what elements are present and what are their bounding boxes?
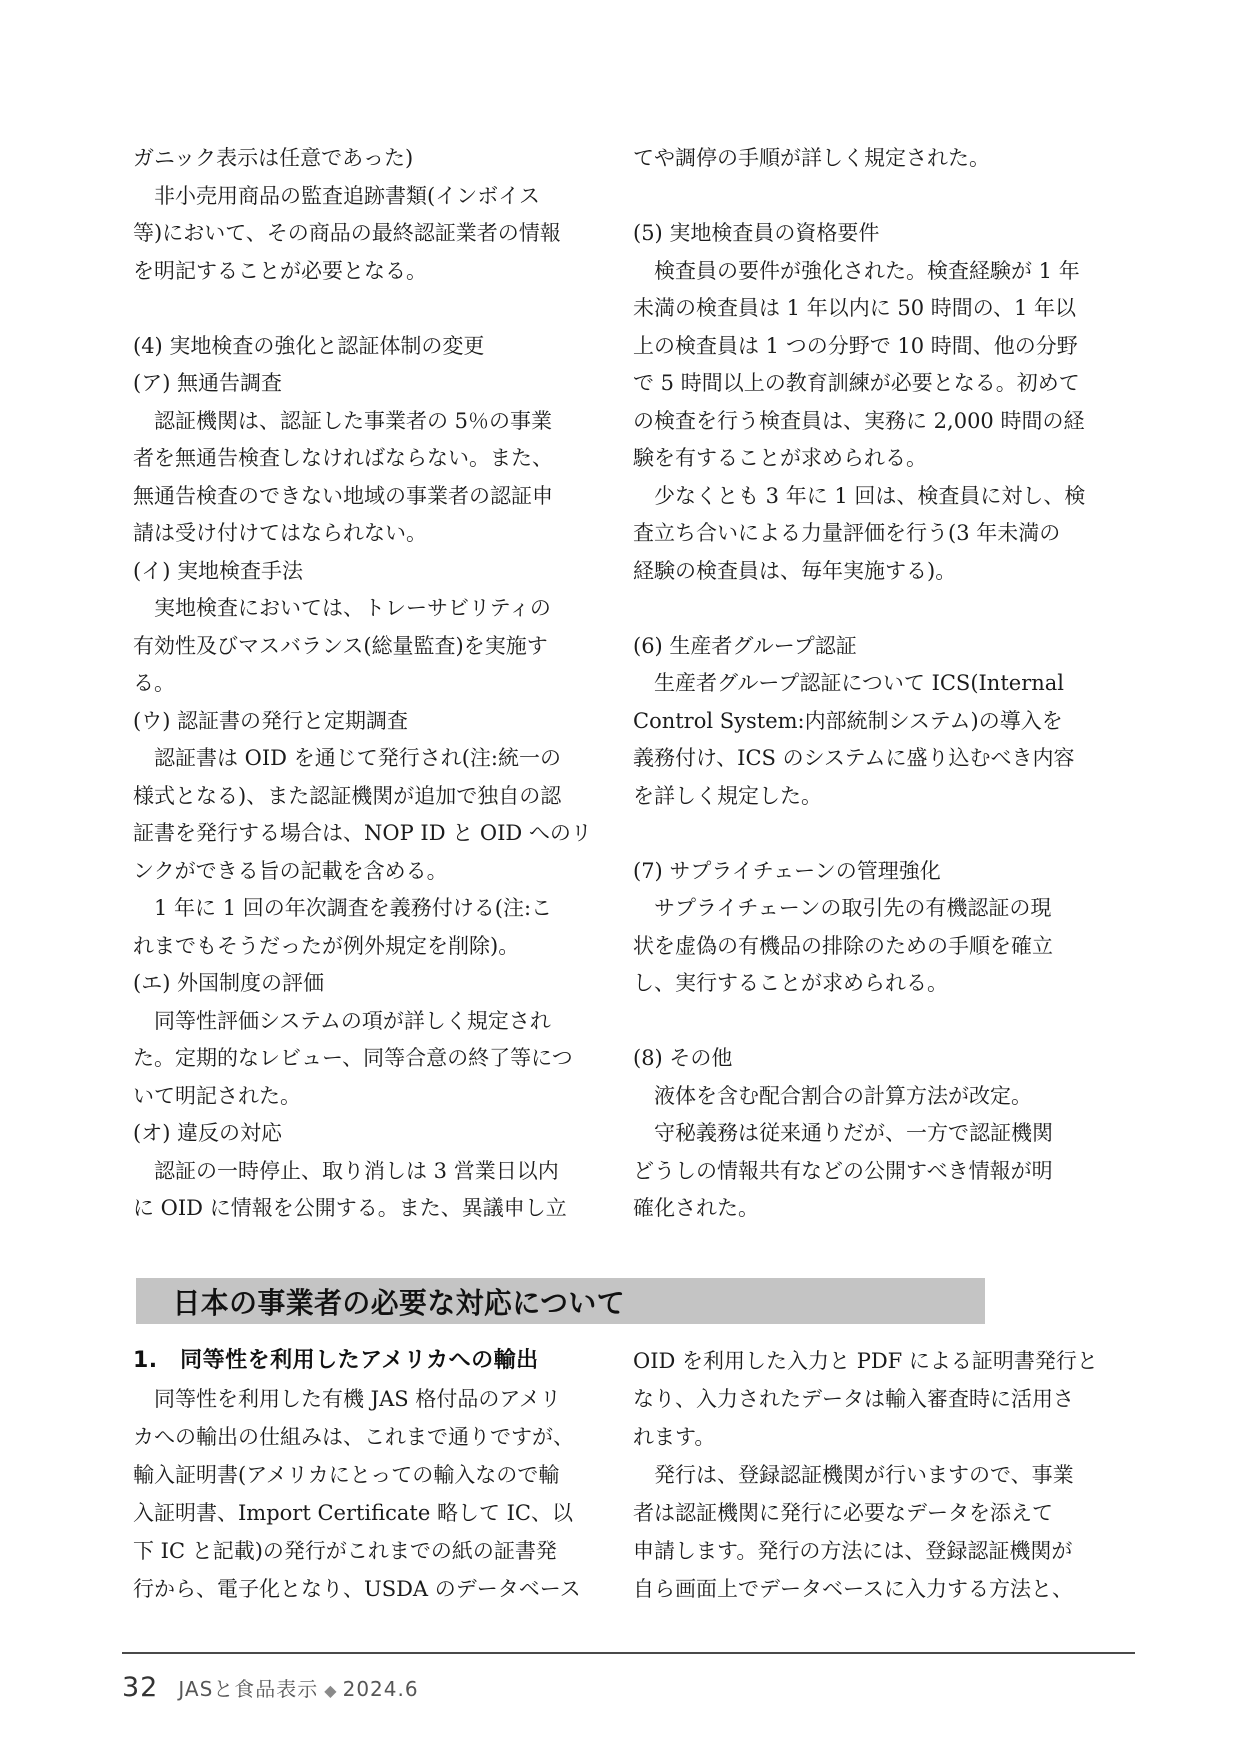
- text-line: ンクができる旨の記載を含める。: [133, 858, 448, 883]
- text-line: サプライチェーンの取引先の有機認証の現: [633, 896, 1052, 920]
- text-line: (ウ) 認証書の発行と定期調査: [133, 708, 409, 733]
- text-line: の検査を行う検査員は、実務に 2,000 時間の経: [633, 408, 1085, 433]
- text-line: 輸入証明書(アメリカにとっての輸入なので輸: [133, 1463, 560, 1487]
- text-line: (4) 実地検査の強化と認証体制の変更: [133, 333, 485, 358]
- text-line: 認証書は OID を通じて発行され(注:統一の: [133, 746, 561, 770]
- subsection-heading: 1. 同等性を利用したアメリカへの輸出: [133, 1348, 539, 1373]
- text-line: [633, 815, 1111, 853]
- text-line: 実地検査においては、トレーサビリティの: [133, 596, 551, 620]
- text-line: (エ) 外国制度の評価: [133, 971, 325, 995]
- text-line: (イ) 実地検査手法: [133, 558, 304, 583]
- text-line: 経験の検査員は、毎年実施する)。: [633, 558, 957, 583]
- text-line: (6) 生産者グループ認証: [633, 633, 857, 658]
- text-line: [633, 1003, 1111, 1041]
- text-line: (5) 実地検査員の資格要件: [633, 221, 880, 245]
- text-line: いて明記された。: [133, 1083, 301, 1108]
- bottom-left-paragraph: [133, 1380, 617, 1608]
- text-line: 守秘義務は従来通りだが、一方で認証機関: [633, 1121, 1053, 1145]
- page-number: 32: [122, 1672, 159, 1703]
- bottom-left-column: [133, 1342, 617, 1608]
- text-line: 状を虚偽の有機品の排除のための手順を確立: [633, 933, 1053, 958]
- top-left-column: [133, 140, 611, 1228]
- text-line: なり、入力されたデータは輸入審査時に活用さ: [633, 1387, 1074, 1411]
- text-line: 行から、電子化となり、USDA のデータベース: [133, 1577, 581, 1601]
- section-title: 日本の事業者の必要な対応について: [172, 1285, 626, 1320]
- text-line: 査立ち合いによる力量評価を行う(3 年未満の: [633, 521, 1061, 545]
- text-line: 者を無通告検査しなければならない。また、: [133, 446, 553, 470]
- text-line: Control System:内部統制システム)の導入を: [633, 708, 1063, 733]
- text-line: を明記することが必要となる。: [133, 258, 427, 283]
- text-line: (7) サプライチェーンの管理強化: [633, 858, 941, 883]
- text-line: 同等性評価システムの項が詳しく規定され: [133, 1008, 551, 1033]
- text-line: [633, 178, 1111, 216]
- text-line: 下 IC と記載)の発行がこれまでの紙の証書発: [133, 1539, 557, 1563]
- text-line: で 5 時間以上の教育訓練が必要となる。初めて: [633, 371, 1080, 395]
- text-line: 義務付け、ICS のシステムに盛り込むべき内容: [633, 746, 1075, 770]
- text-line: れまでもそうだったが例外規定を削除)。: [133, 933, 520, 958]
- top-right-column: [633, 140, 1111, 1228]
- text-line: [633, 590, 1111, 628]
- text-line: どうしの情報共有などの公開すべき情報が明: [633, 1158, 1053, 1183]
- text-line: 様式となる)、また認証機関が追加で独自の認: [133, 783, 562, 808]
- text-line: 験を有することが求められる。: [633, 446, 927, 470]
- text-line: 無通告検査のできない地域の事業者の認証申: [133, 483, 553, 508]
- text-line: し、実行することが求められる。: [633, 971, 948, 995]
- text-line: 自ら画面上でデータベースに入力する方法と、: [633, 1577, 1073, 1601]
- text-line: 確化された。: [633, 1196, 759, 1220]
- text-line: [133, 290, 611, 328]
- text-line: を詳しく規定した。: [633, 783, 822, 808]
- text-line: 等)において、その商品の最終認証業者の情報: [133, 221, 561, 245]
- issue-date: 2024.6: [342, 1677, 419, 1701]
- text-line: 有効性及びマスバランス(総量監査)を実施す: [133, 633, 548, 658]
- text-line: 請は受け付けてはなられない。: [133, 521, 427, 545]
- text-line: 入証明書、Import Certificate 略して IC、以: [133, 1501, 574, 1525]
- journal-title: JASと食品表示: [178, 1677, 319, 1701]
- text-line: 検査員の要件が強化された。検査経験が 1 年: [633, 258, 1080, 283]
- footer: [122, 1672, 419, 1703]
- text-line: 少なくとも 3 年に 1 回は、検査員に対し、検: [633, 483, 1086, 508]
- text-line: 液体を含む配合割合の計算方法が改定。: [633, 1083, 1032, 1108]
- bottom-right-column: [633, 1342, 1117, 1608]
- footer-rule: [122, 1652, 1135, 1654]
- text-line: 認証の一時停止、取り消しは 3 営業日以内: [133, 1158, 559, 1183]
- text-line: カへの輸出の仕組みは、これまで通りですが、: [133, 1425, 574, 1449]
- text-line: 同等性を利用した有機 JAS 格付品のアメリ: [133, 1387, 562, 1411]
- text-line: 未満の検査員は 1 年以内に 50 時間の、1 年以: [633, 296, 1076, 320]
- diamond-icon: ◆: [324, 1681, 337, 1700]
- text-line: (ア) 無通告調査: [133, 371, 283, 395]
- text-line: 者は認証機関に発行に必要なデータを添えて: [633, 1501, 1053, 1525]
- text-line: に OID に情報を公開する。また、異議申し立: [133, 1196, 567, 1220]
- text-line: 申請します。発行の方法には、登録認証機関が: [633, 1539, 1073, 1563]
- text-line: れます。: [633, 1425, 716, 1449]
- text-line: 生産者グループ認証について ICS(Internal: [633, 671, 1065, 695]
- text-line: た。定期的なレビュー、同等合意の終了等につ: [133, 1046, 573, 1070]
- text-line: (オ) 違反の対応: [133, 1121, 283, 1145]
- text-line: 認証機関は、認証した事業者の 5％の事業: [133, 408, 553, 433]
- text-line: 証書を発行する場合は、NOP ID と OID へのリ: [133, 821, 592, 845]
- text-line: 1 年に 1 回の年次調査を義務付ける(注:こ: [133, 896, 553, 920]
- text-line: OID を利用した入力と PDF による証明書発行と: [633, 1349, 1098, 1373]
- text-line: 上の検査員は 1 つの分野で 10 時間、他の分野: [633, 333, 1078, 358]
- text-line: 非小売用商品の監査追跡書類(インボイス: [133, 183, 540, 208]
- text-line: (8) その他: [633, 1046, 733, 1070]
- section-heading-band: [136, 1278, 985, 1324]
- text-line: てや調停の手順が詳しく規定された。: [633, 146, 990, 170]
- text-line: る。: [133, 671, 175, 695]
- text-line: ガニック表示は任意であった): [133, 146, 414, 170]
- text-line: 発行は、登録認証機関が行いますので、事業: [633, 1463, 1074, 1487]
